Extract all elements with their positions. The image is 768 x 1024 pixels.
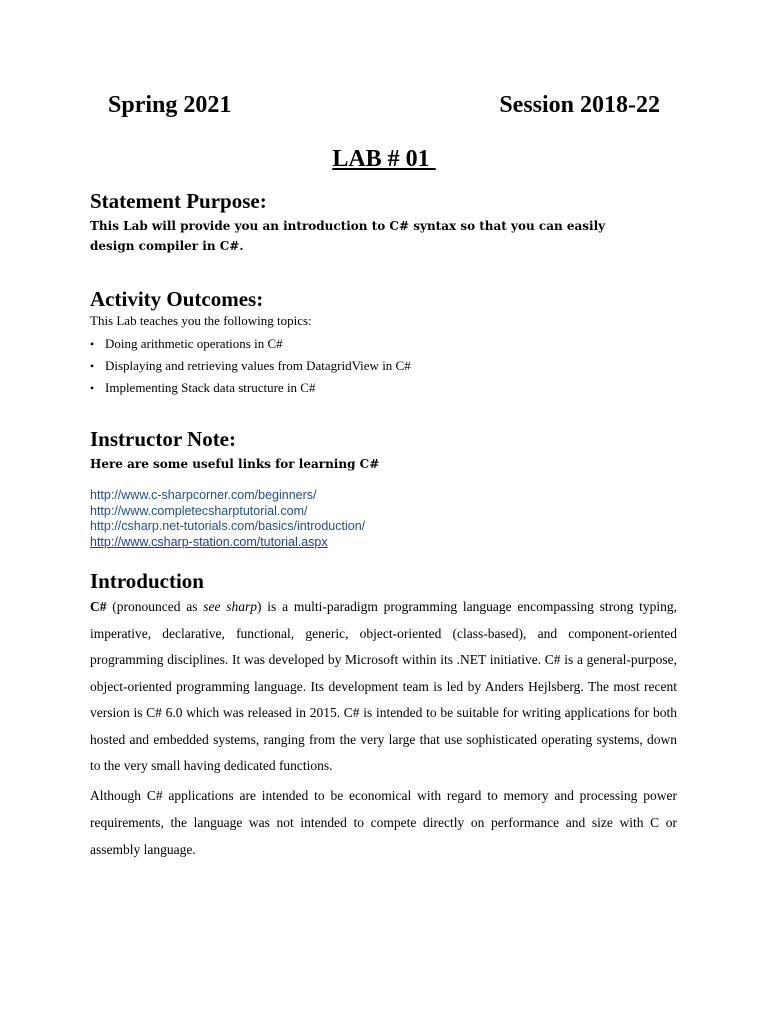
lab-title: LAB # 01 bbox=[332, 146, 436, 172]
bullet-icon: • bbox=[90, 359, 95, 373]
instructor-note-text: Here are some useful links for learning C# bbox=[90, 457, 380, 471]
list-item: • Displaying and retrieving values from DatagridView in C# bbox=[90, 355, 411, 377]
list-item: • Doing arithmetic operations in C# bbox=[90, 333, 411, 355]
links-list bbox=[90, 488, 365, 550]
header-row bbox=[108, 92, 660, 119]
activity-outcomes-intro: This Lab teaches you the following topics: bbox=[90, 313, 312, 328]
list-item: • Implementing Stack data structure in C# bbox=[90, 377, 411, 399]
semester-label: Spring 2021 bbox=[108, 92, 232, 118]
link-csharp-station[interactable]: http://www.csharp-station.com/tutorial.aspx bbox=[90, 534, 328, 549]
activity-outcomes-heading: Activity Outcomes: bbox=[90, 287, 264, 311]
bullet-icon: • bbox=[90, 337, 95, 351]
introduction-paragraph-2: Although C# applications are intended to be economical with regard to memory and processing power requirements, the language was not intended to compete directly on performance and size with C or assembly language. bbox=[90, 787, 677, 857]
link-csharpcorner[interactable]: http://www.c-sharpcorner.com/beginners/ bbox=[90, 488, 317, 502]
session-label: Session 2018-22 bbox=[499, 92, 660, 118]
introduction-paragraph-1: C# (pronounced as see sharp) is a multi-paradigm programming language encompassing strong typing, imperative, declarative, functional, generic, object-oriented (class-based), and component-oriented programming disciplines. It was developed by Microsoft within its .NET initiative. C# is a general-purpose, object-oriented programming language. Its development team is led by Anders Hejlsberg. The most recent version is C# 6.0 which was released in 2015. C# is intended to be suitable for writing applications for both hosted and embedded systems, ranging from the very large that use sophisticated operating systems, down to the very small having dedicated functions. bbox=[90, 599, 677, 773]
statement-purpose-text: This Lab will provide you an introduction to C# syntax so that you can easily design compiler in C#. bbox=[90, 219, 606, 253]
activity-outcomes-list bbox=[90, 333, 411, 399]
instructor-note-heading: Instructor Note: bbox=[90, 427, 236, 451]
link-csharp-net-tutorials[interactable]: http://csharp.net-tutorials.com/basics/introduction/ bbox=[90, 519, 366, 533]
bullet-icon: • bbox=[90, 381, 95, 395]
link-completecsharptutorial[interactable]: http://www.completecsharptutorial.com/ bbox=[90, 503, 308, 518]
statement-purpose-heading: Statement Purpose: bbox=[90, 189, 267, 213]
introduction-heading: Introduction bbox=[90, 569, 204, 593]
introduction-body bbox=[90, 594, 677, 863]
